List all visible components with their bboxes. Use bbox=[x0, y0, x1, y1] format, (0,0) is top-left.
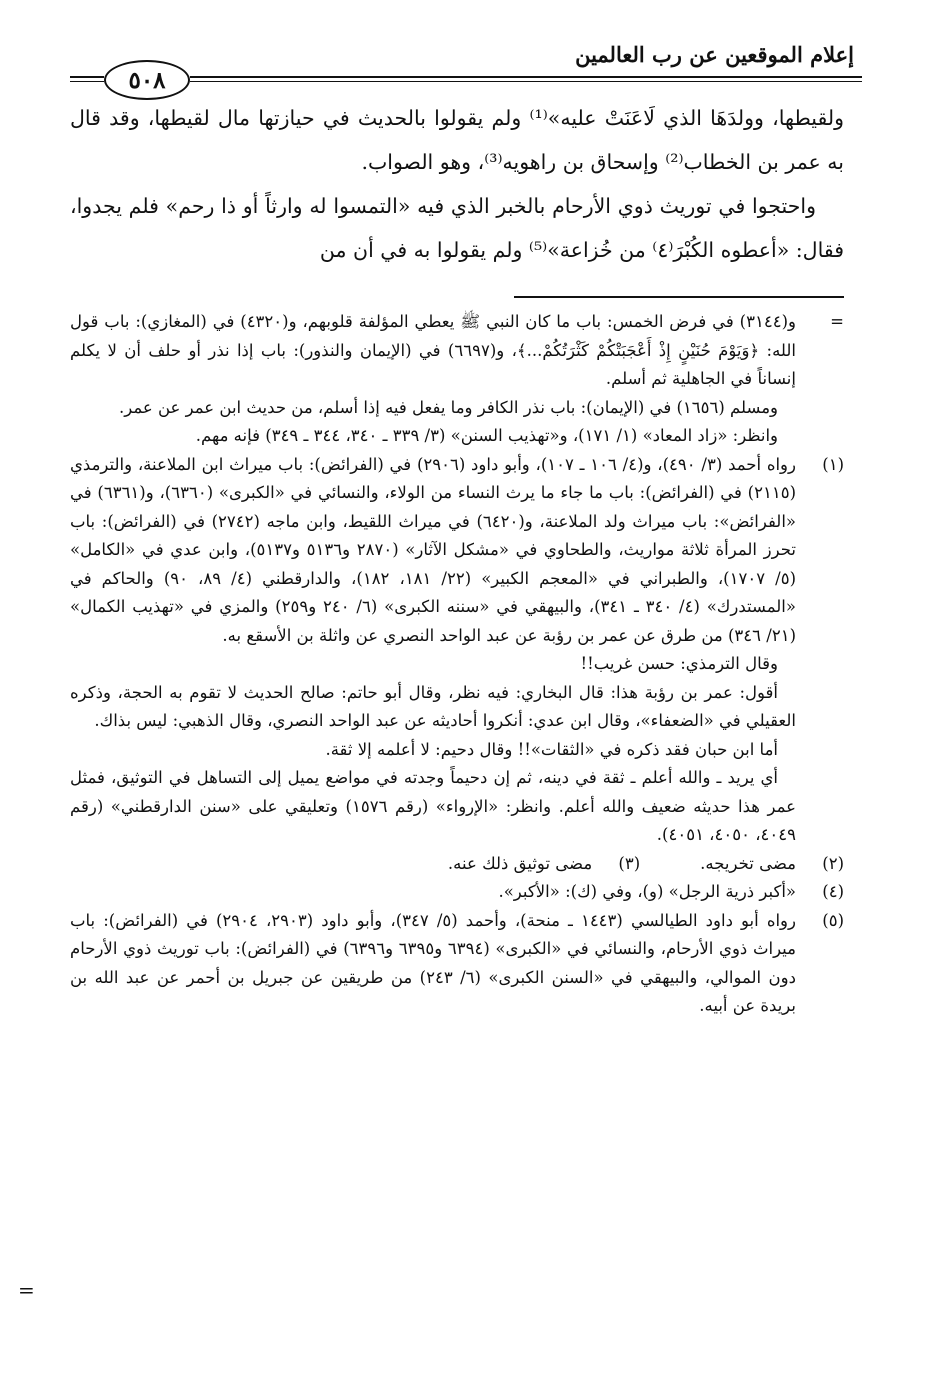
footnote-number: (٥) bbox=[822, 910, 844, 930]
footnote-paragraph: ومسلم (١٦٥٦) في (الإيمان): باب نذر الكافر وما يفعل فيه إذا أسلم، من حديث ابن عمر عن عمر. bbox=[119, 397, 778, 417]
header-rule-left-thin bbox=[70, 81, 104, 82]
footnote-number: (١) bbox=[822, 454, 844, 474]
footnote-text: مضى تخريجه. bbox=[700, 853, 796, 873]
continuation-mark: = bbox=[830, 312, 844, 331]
footnote-separator bbox=[514, 296, 844, 298]
footnote-paragraph: أما ابن حبان فقد ذكره في «الثقات»!! وقال دحيم: لا أعلمه إلا ثقة. bbox=[325, 739, 778, 759]
footnote-paragraph: وقال الترمذي: حسن غريب!! bbox=[580, 654, 778, 673]
footnote-text: رواه أبو داود الطيالسي (١٤٤٣ ـ منحة)، وأحمد (٥/ ٣٤٧)، وأبو داود (٢٩٠٣، ٢٩٠٤) في (الفرائض): باب ميراث ذوي الأرحام، والنسائي في «الكبرى» (٦٣٩٤ و٦٣٩٥ و٦٣٩٦) في (الفرائض): باب توريث ذوي الأرحام دون الموالي، والبيهقي في «السنن الكبرى» (٦/ ٢٤٣) من طريقين عن جبريل بن أحمر عن عبد الله بن بريدة عن أبيه. bbox=[70, 910, 796, 1015]
footnote-paragraph: وانظر: «زاد المعاد» (١/ ١٧١)، و«تهذيب السنن» (٣/ ٣٣٩ ـ ٣٤٠، ٣٤٤ ـ ٣٤٩) فإنه مهم. bbox=[195, 426, 778, 445]
footnote-paragraph: رواه أحمد (٣/ ٤٩٠)، و(٤/ ١٠٦ ـ ١٠٧)، وأبو داود (٢٩٠٦) في (الفرائض): باب ميراث ابن الملاعنة، والترمذي (٢١١٥) في (الفرائض): باب ما جاء ما يرث النساء من الولاء، والنسائي في «الكبرى» (٦٣٦٠)، و(٦٣٦١) في «الفرائض»: باب ميراث ولد الملاعنة، و(٦٤٢٠) في ميراث اللقيط، وابن ماجه (٢٧٤٢) في (الفرائض): باب تحرز المرأة ثلاثة مواريث، والطحاوي في «مشكل الآثار» (٢٨٧٠ و٥١٣٦ و٥١٣٧)، وابن عدي في «الكامل» (٥/ ١٧٠٧)، والطبراني في «المعجم الكبير» (٢٢/ ١٨١، ١٨٢)، والدارقطني (٤/ ٨٩، ٩٠) والحاكم في «المستدرك» (٤/ ٣٤٠ ـ ٣٤١)، والبيهقي في «سننه الكبرى» (٦/ ٢٤٠ و٢٥٩) والمزي في «تهذيب الكمال» (٢١/ ٣٤٦) من طرق عن عمر بن رؤبة عن عبد الواحد النصري عن واثلة بن الأسقع به. bbox=[70, 454, 797, 645]
footnote-inline-3 bbox=[448, 850, 640, 879]
footnote-number: (٢) bbox=[822, 853, 844, 873]
footnote-number: (٣) bbox=[618, 853, 641, 873]
page-number bbox=[104, 60, 190, 100]
footnote-paragraph: أقول: عمر بن رؤبة هذا: قال البخاري: فيه نظر، وقال أبو حاتم: صالح الحديث لا تقوم به الحجة، وذكره العقيلي في «الضعفاء»، وقال ابن عدي: أنكروا أحاديثه عن عبد الواحد النصري، وقال الذهبي: ليس بذاك. bbox=[70, 682, 796, 730]
footnote-1 bbox=[70, 451, 844, 850]
body-paragraph: ولقيطها، وولدَهَا الذي لَاعَنَتْ عليه»⁽¹⁾ ولم يقولوا بالحديث في حيازتها مال لقيطها، وقد قال به عمر بن الخطاب⁽²⁾ وإسحاق بن راهويه⁽³⁾، وهو الصواب. bbox=[70, 106, 844, 174]
main-text bbox=[70, 96, 844, 272]
header-rule-thin bbox=[190, 81, 862, 82]
page-number-text: ٥٠٨ bbox=[128, 66, 166, 94]
footnote-5 bbox=[70, 907, 844, 1021]
footnote-text: مضى توثيق ذلك عنه. bbox=[447, 853, 593, 873]
footnote-text: «أكبر ذرية الرجل» (و)، وفي (ك): «الأكبر». bbox=[498, 882, 796, 901]
header-rule bbox=[190, 76, 862, 78]
footnote-paragraph: و(٣١٤٤) في فرض الخمس: باب ما كان النبي ﷺ يعطي المؤلفة قلوبهم، و(٤٣٢٠) في (المغازي): باب قول الله: ﴿وَيَوْمَ حُنَيْنٍ إِذْ أَعْجَبَتْكُمْ كَثْرَتُكُمْ...﴾، و(٦٦٩٧) في (الإيمان والنذور): باب إذا نذر أو حلف أن لا يكلم إنساناً في الجاهلية ثم أسلم. bbox=[70, 312, 796, 388]
footnote-2-3 bbox=[70, 850, 844, 879]
footnote-continuation bbox=[70, 308, 844, 451]
footnotes bbox=[70, 308, 844, 1021]
footnote-number: (٤) bbox=[822, 882, 844, 901]
continued-mark: = bbox=[18, 1278, 35, 1302]
footnote-inline-pair bbox=[70, 850, 796, 879]
running-title: إعلام الموقعين عن رب العالمين bbox=[575, 42, 854, 67]
header-rule-left bbox=[70, 76, 104, 78]
footnote-4 bbox=[70, 878, 844, 907]
body-paragraph: واحتجوا في توريث ذوي الأرحام بالخبر الذي فيه «التمسوا له وارثاً أو ذا رحم» فلم يجدوا، فقال: «أعطوه الكُبْرَ⁽٤⁾ من خُزاعة»⁽⁵⁾ ولم يقولوا به في أن من bbox=[70, 194, 844, 262]
footnote-paragraph: أي يريد ـ والله أعلم ـ ثقة في دينه، ثم إن دحيماً وجدته في مواضع يميل إلى التساهل في التوثيق، فمثل عمر هذا حديثه ضعيف والله أعلم. وانظر: «الإرواء» (رقم ١٥٧٦) وتعليقي على «سنن الدارقطني» (رقم ٤٠٤٩، ٤٠٥٠، ٤٠٥١). bbox=[70, 768, 796, 844]
